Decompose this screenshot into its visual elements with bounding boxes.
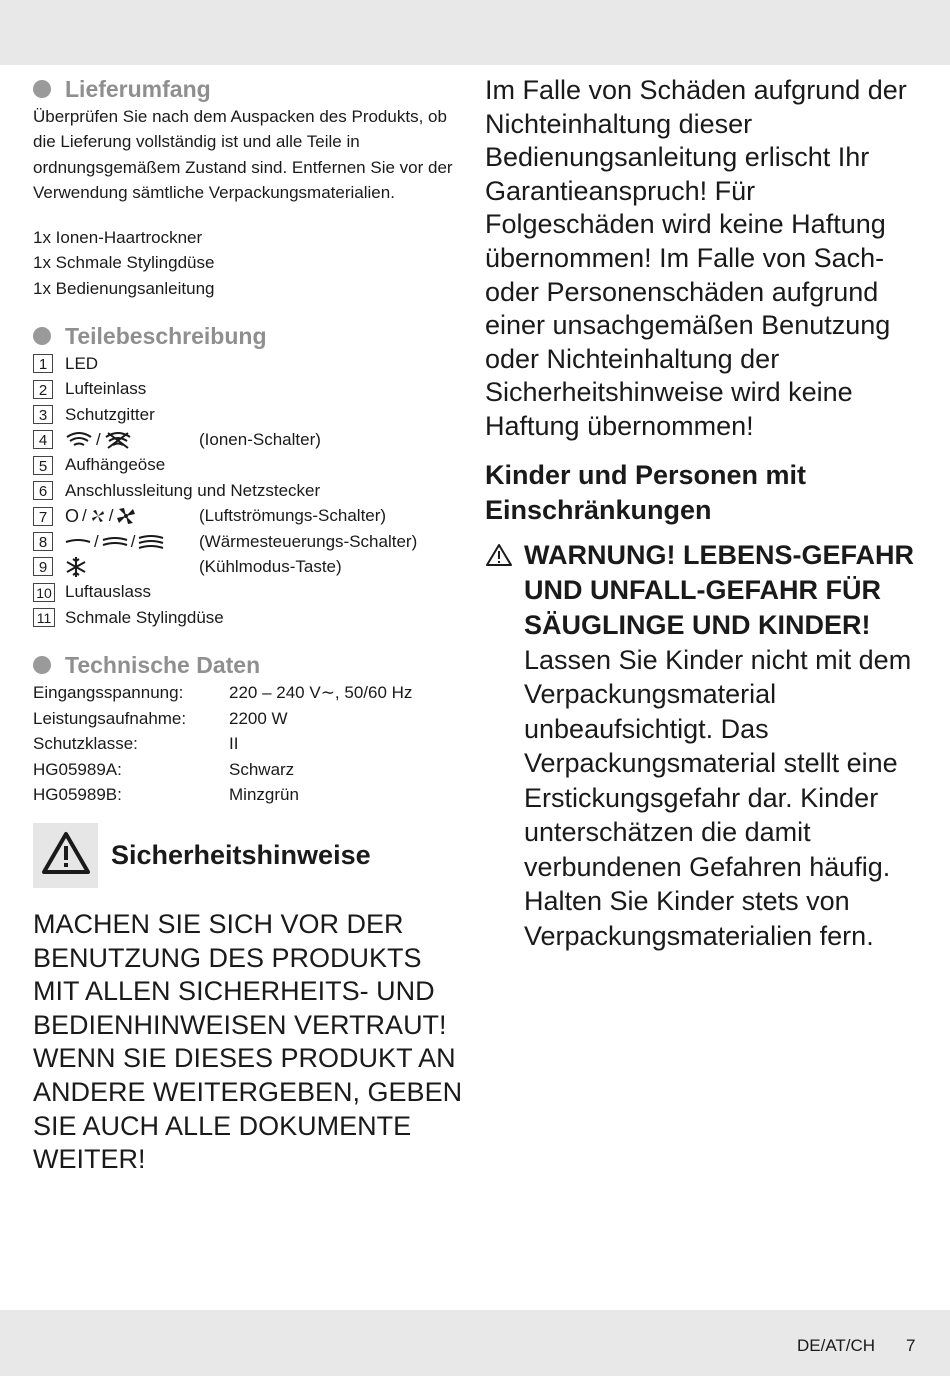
- top-band: [0, 0, 950, 65]
- part-symbols: [65, 532, 199, 552]
- spec-value: II: [229, 734, 239, 754]
- part-row: [33, 427, 473, 452]
- part-number: 1: [33, 354, 53, 373]
- fan-high-icon: [116, 507, 136, 525]
- separator: /: [94, 531, 99, 551]
- part-number: 6: [33, 481, 53, 500]
- warning-block: [485, 538, 925, 954]
- fan-low-icon: [90, 508, 106, 524]
- part-row: [33, 554, 473, 579]
- spec-label: Leistungsaufnahme:: [33, 708, 187, 728]
- section-technik-heading: [33, 650, 473, 680]
- garantie-text: Im Falle von Schäden aufgrund der Nichteinhaltung dieser Bedienungsanleitung erlischt Ihr Garantieanspruch! Für Folgeschäden wird keine Haftung übernommen! Im Falle von Sach- oder Personenschäden aufgrund einer unsachgemäßen Benutzung oder Nichteinhaltung der Sicherheitshinweise wird keine Haftung übernommen!: [485, 75, 907, 441]
- part-row: [33, 351, 473, 376]
- part-row: [33, 503, 473, 528]
- spec-label: HG05989A:: [33, 759, 122, 779]
- separator: /: [96, 429, 101, 449]
- part-row: [33, 376, 473, 401]
- part-number: 7: [33, 507, 53, 526]
- safety-icon-box: [33, 823, 98, 888]
- part-number: 4: [33, 430, 53, 449]
- part-row: [33, 402, 473, 427]
- spec-value: 220 – 240 V∼, 50/60 Hz: [229, 683, 413, 703]
- fan-off-icon: O: [65, 505, 80, 526]
- spec-row: [33, 757, 473, 782]
- spec-value: Minzgrün: [229, 784, 299, 804]
- ion-off-icon: [104, 431, 132, 449]
- bullet-icon: [33, 80, 51, 98]
- part-label: Schmale Stylingdüse: [65, 607, 224, 627]
- part-number: 3: [33, 405, 53, 424]
- part-symbols: [65, 506, 199, 527]
- part-label: (Ionen-Schalter): [199, 429, 321, 449]
- part-row: [33, 529, 473, 554]
- bullet-icon: [33, 327, 51, 345]
- part-label: Lufteinlass: [65, 379, 147, 399]
- part-label: (Kühlmodus-Taste): [199, 556, 342, 576]
- section-teile-heading: [33, 321, 473, 351]
- bullet-icon: [33, 656, 51, 674]
- lieferumfang-text: Überprüfen Sie nach dem Auspacken des Produkts, ob die Lieferung vollständig ist und alle Teile in ordnungsgemäßem Zustand sind. Entfernen Sie vor der Verwendung sämtliche Verpackungsmaterialien.: [33, 107, 453, 202]
- part-label: (Luftströmungs-Schalter): [199, 506, 387, 526]
- spec-value: Schwarz: [229, 759, 295, 779]
- section-title: Teilebeschreibung: [65, 322, 267, 349]
- delivery-item: 1x Schmale Stylingdüse: [33, 253, 215, 273]
- safety-title: Sicherheitshinweise: [111, 840, 371, 870]
- warning-text: Lassen Sie Kinder nicht mit dem Verpackungsmaterial unbeaufsichtigt. Das Verpackungsmaterial stellt eine Erstickungsgefahr dar. Kinder unterschätzen die damit verbundenen Gefahren häufig. Halten Sie Kinder stets von Verpackungsmaterialien fern.: [524, 644, 912, 951]
- part-label: (Wärmesteuerungs-Schalter): [199, 531, 418, 551]
- heat-high-icon: [138, 534, 164, 550]
- heat-mid-icon: [102, 535, 128, 549]
- delivery-item: 1x Ionen-Haartrockner: [33, 228, 203, 248]
- part-row: [33, 478, 473, 503]
- footer-region: DE/AT/CH: [797, 1336, 876, 1355]
- spec-row: [33, 680, 473, 705]
- separator: /: [130, 531, 136, 551]
- spec-label: HG05989B:: [33, 784, 122, 804]
- part-row: [33, 580, 473, 605]
- spec-value: 2200 W: [229, 708, 288, 728]
- part-number: 8: [33, 532, 53, 551]
- part-label: Schutzgitter: [65, 404, 155, 424]
- safety-caps-text: MACHEN SIE SICH VOR DER BENUTZUNG DES PRODUKTS MIT ALLEN SICHERHEITS- UND BEDIENHINWEISEN VERTRAUT! WENN SIE DIESES PRODUKT AN ANDERE WEITERGEBEN, GEBEN SIE AUCH ALLE DOKUMENTE WEITER!: [33, 909, 463, 1175]
- part-row: [33, 605, 473, 630]
- spec-row: [33, 782, 473, 807]
- part-label: Anschlussleitung und Netzstecker: [65, 480, 321, 500]
- warning-triangle-icon: [41, 831, 91, 880]
- section-title: Lieferumfang: [65, 75, 211, 102]
- warning-triangle-icon: [485, 543, 513, 572]
- section-title: Technische Daten: [65, 651, 261, 678]
- spec-label: Schutzklasse:: [33, 734, 138, 754]
- warning-title: WARNUNG! LEBENS-GEFAHR UND UNFALL-GEFAHR FÜR SÄUGLINGE UND KINDER!: [524, 539, 914, 640]
- page-number: 7: [906, 1336, 916, 1355]
- ion-on-icon: [65, 431, 93, 449]
- section-lieferumfang-heading: [33, 74, 473, 104]
- part-row: [33, 453, 473, 478]
- separator: /: [108, 506, 114, 526]
- spec-row: [33, 706, 473, 731]
- right-column: [485, 74, 925, 953]
- part-number: 9: [33, 557, 53, 576]
- part-label: Luftauslass: [65, 582, 151, 602]
- separator: /: [82, 506, 87, 526]
- part-number: 5: [33, 456, 53, 475]
- heat-low-icon: [65, 535, 91, 549]
- part-number: 2: [33, 380, 53, 399]
- spec-row: [33, 731, 473, 756]
- part-label: LED: [65, 353, 99, 373]
- part-number: 11: [33, 608, 55, 627]
- delivery-item: 1x Bedienungsanleitung: [33, 278, 215, 298]
- spec-label: Eingangsspannung:: [33, 683, 184, 703]
- part-label: Aufhängeöse: [65, 455, 166, 475]
- part-number: 10: [33, 583, 55, 602]
- part-symbols: [65, 556, 199, 578]
- part-symbols: [65, 430, 199, 450]
- kinder-heading: Kinder und Personen mit Einschränkungen: [485, 459, 807, 525]
- snowflake-icon: [65, 556, 87, 578]
- left-column: [33, 74, 473, 807]
